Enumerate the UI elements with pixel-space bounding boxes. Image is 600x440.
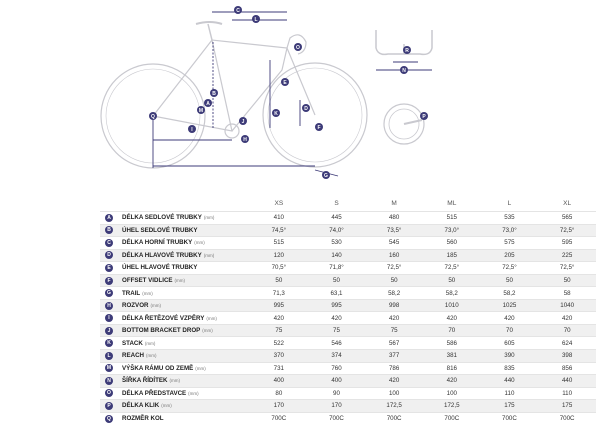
label-O <box>294 43 302 51</box>
row-label <box>118 274 250 287</box>
table-cell: 58,2 <box>365 287 423 300</box>
table-cell: 70 <box>423 324 481 337</box>
label-J <box>239 117 247 125</box>
table-cell: 995 <box>250 299 308 312</box>
row-code <box>100 362 118 375</box>
header-code <box>100 195 118 212</box>
svg-text:L: L <box>254 17 258 23</box>
row-label-text: DÉLKA KLIK <box>122 402 160 410</box>
table-cell: 410 <box>250 212 308 225</box>
table-cell: 80 <box>250 387 308 400</box>
table-cell: 546 <box>308 337 366 350</box>
row-label-text: VÝŠKA RÁMU OD ZEMĚ <box>122 364 194 372</box>
table-row <box>100 337 596 350</box>
svg-text:Q: Q <box>151 114 155 120</box>
table-row <box>100 375 596 388</box>
code-badge: C <box>105 239 113 247</box>
table-cell: 140 <box>308 249 366 262</box>
row-unit: (mm) <box>195 365 206 371</box>
row-label-text: TRAIL <box>122 289 141 297</box>
row-label-text: REACH <box>122 352 145 360</box>
table-row <box>100 324 596 337</box>
row-label <box>118 362 250 375</box>
table-cell: 522 <box>250 337 308 350</box>
table-cell: 700C <box>481 412 539 424</box>
table-cell: 50 <box>365 274 423 287</box>
table-cell: 816 <box>423 362 481 375</box>
table-cell: 75 <box>308 324 366 337</box>
table-cell: 175 <box>538 400 596 413</box>
table-cell: 420 <box>538 312 596 325</box>
size-header: XS <box>274 199 284 207</box>
row-label-text: ROZVOR <box>122 302 149 310</box>
table-cell: 560 <box>423 237 481 250</box>
row-code <box>100 375 118 388</box>
code-badge: F <box>105 277 113 285</box>
row-unit: (mm) <box>174 278 186 283</box>
row-label <box>118 299 250 312</box>
table-cell: 58 <box>538 287 596 300</box>
table-cell: 565 <box>538 212 596 225</box>
row-label-text: ÚHEL HLAVOVÉ TRUBKY <box>122 264 198 272</box>
table-cell: 172,5 <box>423 400 481 413</box>
table-cell: 998 <box>365 299 423 312</box>
table-cell: 445 <box>308 212 366 225</box>
svg-text:J: J <box>241 119 245 125</box>
svg-text:E: E <box>283 80 287 86</box>
label-Q <box>149 112 157 120</box>
row-label-text: OFFSET VIDLICE <box>122 277 173 284</box>
svg-text:O: O <box>296 45 300 51</box>
row-label <box>118 237 250 250</box>
row-unit: (mm) <box>194 240 205 246</box>
table-cell: 110 <box>481 387 539 400</box>
svg-text:D: D <box>304 106 308 112</box>
table-cell: 72,5° <box>423 262 481 275</box>
table-cell: 170 <box>250 400 308 413</box>
row-code <box>100 237 118 250</box>
table-cell: 700C <box>250 412 308 424</box>
code-badge: K <box>105 339 113 347</box>
table-cell: 515 <box>250 237 308 250</box>
table-row <box>100 262 596 275</box>
table-cell: 72,5° <box>538 224 596 237</box>
row-unit: (mm) <box>188 390 199 396</box>
row-label <box>118 337 250 350</box>
table-cell: 400 <box>308 375 366 388</box>
table-row <box>100 412 596 424</box>
code-badge: E <box>105 264 113 272</box>
table-cell: 420 <box>481 312 539 325</box>
frame <box>153 40 315 131</box>
label-K <box>272 109 280 117</box>
table-cell: 120 <box>250 249 308 262</box>
row-label-text: ÚHEL SEDLOVÉ TRUBKY <box>122 226 198 234</box>
row-label-text: DÉLKA ŘETĚZOVÉ VZPĚRY <box>122 314 205 322</box>
row-unit: (mm) <box>203 252 215 258</box>
table-cell: 90 <box>308 387 366 400</box>
table-cell: 63,1 <box>308 287 366 300</box>
table-cell: 72,5° <box>481 262 539 275</box>
table-row <box>100 350 596 363</box>
table-row <box>100 387 596 400</box>
size-header: L <box>507 199 512 207</box>
table-cell: 595 <box>538 237 596 250</box>
svg-text:P: P <box>422 114 426 120</box>
code-badge: G <box>105 289 113 297</box>
row-label-text: BOTTOM BRACKET DROP <box>122 327 201 335</box>
table-row <box>100 400 596 413</box>
svg-text:N: N <box>402 68 406 74</box>
row-unit: (mm) <box>206 315 217 321</box>
table-cell: 50 <box>308 274 366 287</box>
table-cell: 74,5° <box>250 224 308 237</box>
svg-text:G: G <box>324 173 328 179</box>
row-label-text: ŠÍŘKA ŘÍDÍTEK <box>122 377 168 385</box>
table-cell: 420 <box>365 312 423 325</box>
table-cell: 73,0° <box>481 224 539 237</box>
row-label-text: DÉLKA HORNÍ TRUBKY <box>122 239 193 247</box>
table-cell: 71,8° <box>308 262 366 275</box>
table-cell: 786 <box>365 362 423 375</box>
table-cell: 535 <box>481 212 539 225</box>
row-code <box>100 262 118 275</box>
row-label-text: DÉLKA PŘEDSTAVCE <box>122 389 187 397</box>
code-badge: O <box>105 389 113 397</box>
label-R <box>403 46 411 54</box>
row-label <box>118 262 250 275</box>
row-unit: (mm) <box>203 215 215 221</box>
table-cell: 72,5° <box>538 262 596 275</box>
geometry-table <box>100 195 596 424</box>
table-cell: 370 <box>250 350 308 363</box>
svg-text:I: I <box>191 127 193 133</box>
row-code <box>100 274 118 287</box>
code-badge: N <box>105 377 113 385</box>
table-cell: 1040 <box>538 299 596 312</box>
table-row <box>100 237 596 250</box>
row-label <box>118 224 250 237</box>
table-row <box>100 224 596 237</box>
table-cell: 420 <box>250 312 308 325</box>
svg-text:K: K <box>274 111 278 117</box>
table-cell: 170 <box>308 400 366 413</box>
row-label <box>118 324 250 337</box>
row-label-text: STACK <box>122 339 143 347</box>
table-cell: 70 <box>538 324 596 337</box>
table-cell: 605 <box>481 337 539 350</box>
label-F <box>315 123 323 131</box>
table-cell: 700C <box>365 412 423 424</box>
row-code <box>100 287 118 300</box>
row-label <box>118 412 250 424</box>
code-badge: J <box>105 327 113 335</box>
table-cell: 398 <box>538 350 596 363</box>
label-E <box>281 78 289 86</box>
table-cell: 856 <box>538 362 596 375</box>
row-label-text: DÉLKA SEDLOVÉ TRUBKY <box>122 214 202 222</box>
table-cell: 205 <box>481 249 539 262</box>
size-header: XL <box>563 199 572 207</box>
label-A <box>204 99 212 107</box>
table-cell: 71,3 <box>250 287 308 300</box>
row-unit: (mm) <box>144 340 156 346</box>
table-cell: 760 <box>308 362 366 375</box>
svg-text:F: F <box>317 125 321 131</box>
table-cell: 400 <box>250 375 308 388</box>
table-cell: 172,5 <box>365 400 423 413</box>
row-label <box>118 350 250 363</box>
size-header: S <box>334 199 339 207</box>
table-cell: 567 <box>365 337 423 350</box>
table-cell: 530 <box>308 237 366 250</box>
table-row <box>100 299 596 312</box>
label-M <box>197 106 205 114</box>
label-G <box>322 171 330 179</box>
table-cell: 74,0° <box>308 224 366 237</box>
table-cell: 100 <box>365 387 423 400</box>
row-code <box>100 212 118 225</box>
svg-text:H: H <box>243 137 247 143</box>
row-label <box>118 387 250 400</box>
code-badge: P <box>105 402 113 410</box>
row-label <box>118 287 250 300</box>
table-cell: 58,2 <box>423 287 481 300</box>
table-row <box>100 212 596 225</box>
row-code <box>100 299 118 312</box>
svg-text:M: M <box>198 108 204 114</box>
svg-text:B: B <box>212 91 216 97</box>
label-P <box>420 112 428 120</box>
table-cell: 175 <box>481 400 539 413</box>
table-cell: 731 <box>250 362 308 375</box>
table-cell: 75 <box>365 324 423 337</box>
label-I <box>188 125 196 133</box>
table-cell: 50 <box>481 274 539 287</box>
table-cell: 1025 <box>481 299 539 312</box>
label-C <box>234 6 242 14</box>
size-header: ML <box>447 199 457 207</box>
table-cell: 73,0° <box>423 224 481 237</box>
table-row <box>100 287 596 300</box>
table-cell: 50 <box>423 274 481 287</box>
svg-text:A: A <box>206 101 210 107</box>
table-cell: 185 <box>423 249 481 262</box>
row-label <box>118 400 250 413</box>
table-row <box>100 274 596 287</box>
code-badge: M <box>106 365 112 372</box>
code-badge: A <box>105 214 113 222</box>
label-B <box>210 89 218 97</box>
table-cell: 1010 <box>423 299 481 312</box>
table-cell: 440 <box>538 375 596 388</box>
table-cell: 480 <box>365 212 423 225</box>
table-row <box>100 249 596 262</box>
bike-geometry-diagram <box>0 0 600 190</box>
table-cell: 100 <box>423 387 481 400</box>
row-unit: (mm) <box>169 378 180 384</box>
table-cell: 700C <box>423 412 481 424</box>
label-H <box>241 135 249 143</box>
table-cell: 545 <box>365 237 423 250</box>
table-cell: 420 <box>423 375 481 388</box>
svg-text:C: C <box>236 8 240 14</box>
code-badge: L <box>105 352 113 360</box>
row-code <box>100 249 118 262</box>
row-label-text: ROZMĚR KOL <box>122 415 164 423</box>
code-badge: I <box>105 314 113 322</box>
row-code <box>100 312 118 325</box>
table-cell: 835 <box>481 362 539 375</box>
row-code <box>100 224 118 237</box>
row-label <box>118 312 250 325</box>
table-cell: 390 <box>481 350 539 363</box>
table-cell: 420 <box>308 312 366 325</box>
row-code <box>100 324 118 337</box>
table-cell: 586 <box>423 337 481 350</box>
row-code <box>100 337 118 350</box>
code-badge: Q <box>105 415 113 423</box>
svg-text:R: R <box>405 48 409 54</box>
label-L <box>252 15 260 23</box>
table-cell: 73,5° <box>365 224 423 237</box>
table-cell: 377 <box>365 350 423 363</box>
table-cell: 70,5° <box>250 262 308 275</box>
table-cell: 160 <box>365 249 423 262</box>
table-cell: 75 <box>250 324 308 337</box>
label-D <box>302 104 310 112</box>
code-badge: D <box>105 251 113 259</box>
table-cell: 515 <box>423 212 481 225</box>
row-code <box>100 412 118 424</box>
row-unit: (mm) <box>161 403 172 409</box>
label-N <box>400 66 408 74</box>
row-label <box>118 249 250 262</box>
code-badge: H <box>105 302 113 310</box>
row-unit: (mm) <box>146 353 157 359</box>
row-label <box>118 375 250 388</box>
table-cell: 70 <box>481 324 539 337</box>
row-unit: (mm) <box>142 290 153 296</box>
row-unit: (mm) <box>150 303 161 309</box>
row-label-text: DÉLKA HLAVOVÉ TRUBKY <box>122 251 202 259</box>
code-badge: B <box>105 226 113 234</box>
row-label <box>118 212 250 225</box>
header-label <box>118 195 250 212</box>
table-cell: 50 <box>250 274 308 287</box>
table-cell: 420 <box>365 375 423 388</box>
table-cell: 374 <box>308 350 366 363</box>
table-cell: 72,5° <box>365 262 423 275</box>
table-cell: 58,2 <box>481 287 539 300</box>
table-row <box>100 312 596 325</box>
table-cell: 381 <box>423 350 481 363</box>
table-cell: 420 <box>423 312 481 325</box>
table-cell: 995 <box>308 299 366 312</box>
row-code <box>100 400 118 413</box>
size-header: M <box>391 199 397 207</box>
table-cell: 440 <box>481 375 539 388</box>
row-code <box>100 350 118 363</box>
table-cell: 700C <box>308 412 366 424</box>
row-unit: (mm) <box>202 328 213 334</box>
table-cell: 50 <box>538 274 596 287</box>
row-code <box>100 387 118 400</box>
table-cell: 110 <box>538 387 596 400</box>
table-cell: 575 <box>481 237 539 250</box>
table-cell: 624 <box>538 337 596 350</box>
table-cell: 225 <box>538 249 596 262</box>
table-cell: 700C <box>538 412 596 424</box>
table-row <box>100 362 596 375</box>
